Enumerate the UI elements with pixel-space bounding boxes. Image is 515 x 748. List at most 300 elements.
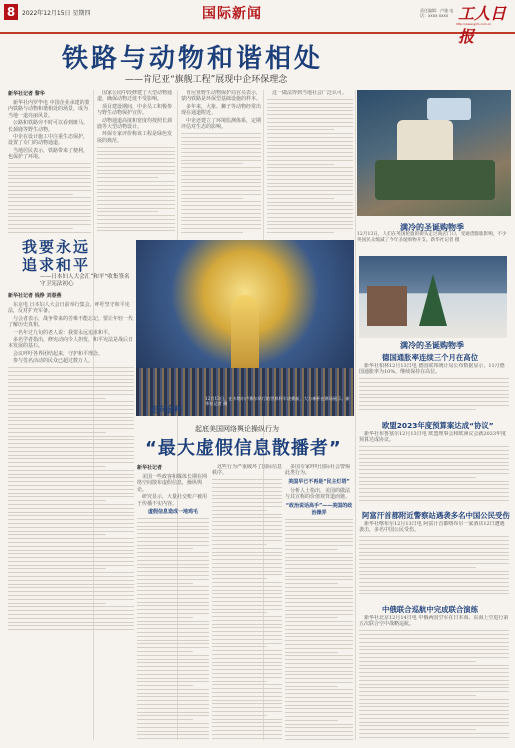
text-line bbox=[8, 371, 134, 372]
text-line bbox=[359, 703, 509, 704]
text-line bbox=[137, 628, 209, 629]
text-line bbox=[285, 659, 353, 660]
text-line bbox=[8, 439, 134, 440]
text-filler bbox=[8, 367, 134, 630]
text-line bbox=[137, 689, 209, 690]
brief-body bbox=[359, 615, 509, 740]
lead-story-column bbox=[267, 90, 353, 234]
text-line bbox=[137, 575, 209, 576]
paragraph: 多国专家呼吁国际社会警惕此类行为。 bbox=[285, 464, 351, 477]
bottom-byline: 新华社记者 bbox=[137, 465, 163, 471]
paragraph: 新华社柏林12月13日电 德国联邦统计局公布数据显示，11月德国通胀率为10%，继续保持在高位。 bbox=[359, 363, 505, 376]
text-line bbox=[212, 552, 282, 553]
text-line bbox=[267, 217, 353, 218]
text-filler bbox=[359, 630, 509, 740]
text-line bbox=[212, 646, 267, 647]
paragraph: 中企还建立了环境监测体系，定期评估对生态的影响。 bbox=[181, 117, 261, 131]
text-line bbox=[359, 567, 476, 568]
text-line bbox=[97, 154, 175, 155]
text-line bbox=[359, 469, 509, 470]
text-line bbox=[359, 718, 509, 719]
text-line bbox=[212, 502, 282, 503]
left-headline-line2: 追求和平 bbox=[22, 256, 91, 274]
text-line bbox=[8, 614, 134, 615]
text-line bbox=[359, 563, 509, 564]
text-line bbox=[97, 192, 175, 193]
brief-body bbox=[359, 431, 509, 503]
text-line bbox=[8, 606, 134, 607]
text-line bbox=[212, 715, 267, 716]
text-line bbox=[137, 526, 209, 527]
text-line bbox=[212, 514, 282, 515]
text-line bbox=[8, 194, 73, 195]
text-line bbox=[8, 417, 134, 418]
text-line bbox=[181, 190, 261, 191]
paragraph: 动物通道高度和宽度均按照长颈鹿等大型动物设计。 bbox=[97, 117, 173, 131]
text-line bbox=[97, 151, 175, 152]
text-line bbox=[137, 609, 209, 610]
lead-story-column bbox=[97, 90, 175, 234]
bottom-subhead: “政治说话高手”——美国的政治操弄 bbox=[285, 502, 353, 516]
text-line bbox=[97, 196, 175, 197]
text-line bbox=[137, 674, 209, 675]
text-line bbox=[267, 209, 353, 210]
text-line bbox=[212, 681, 267, 682]
news-photo-christmas bbox=[357, 90, 511, 216]
text-line bbox=[137, 700, 209, 701]
lead-story-column bbox=[8, 90, 91, 234]
text-line bbox=[212, 590, 282, 591]
text-line bbox=[8, 553, 134, 554]
text-line bbox=[212, 574, 282, 575]
text-line bbox=[137, 545, 209, 546]
small-photo-caption: 满冷的圣诞购物季 bbox=[400, 341, 464, 350]
text-line bbox=[285, 572, 353, 573]
text-line bbox=[359, 582, 509, 583]
text-line bbox=[359, 699, 509, 700]
text-line bbox=[137, 655, 209, 656]
text-line bbox=[267, 114, 353, 115]
text-line bbox=[285, 557, 353, 558]
text-line bbox=[97, 219, 175, 220]
text-line bbox=[359, 657, 509, 658]
text-line bbox=[285, 693, 353, 694]
text-line bbox=[137, 594, 209, 595]
text-line bbox=[359, 695, 476, 696]
text-line bbox=[267, 198, 334, 199]
text-line bbox=[181, 224, 261, 225]
text-line bbox=[181, 182, 261, 183]
paragraph: 分析人士指出，美国的做法与其宣称的价值观背道而驰。 bbox=[285, 487, 351, 501]
text-line bbox=[285, 720, 338, 721]
brief-headline: 阿富汗首都附近警察站遇袭多名中国公民受伤 bbox=[362, 511, 510, 520]
paragraph: 这些行为严重破坏了国际信息秩序。 bbox=[212, 464, 282, 477]
text-line bbox=[359, 405, 509, 406]
text-line bbox=[8, 580, 134, 581]
text-line bbox=[212, 643, 282, 644]
text-line bbox=[8, 405, 134, 406]
text-line bbox=[285, 530, 353, 531]
text-line bbox=[285, 674, 353, 675]
text-line bbox=[267, 99, 353, 100]
text-line bbox=[8, 587, 134, 588]
text-line bbox=[8, 546, 134, 547]
text-line bbox=[137, 685, 193, 686]
text-line bbox=[8, 496, 134, 497]
text-line bbox=[359, 465, 509, 466]
text-line bbox=[212, 578, 267, 579]
issue-date: 2022年12月15日 星期四 bbox=[22, 10, 91, 17]
text-line bbox=[137, 617, 193, 618]
text-line bbox=[181, 152, 261, 153]
text-line bbox=[212, 703, 282, 704]
text-line bbox=[137, 598, 209, 599]
text-line bbox=[267, 118, 353, 119]
text-line bbox=[359, 386, 509, 387]
text-line bbox=[267, 179, 353, 180]
text-line bbox=[8, 428, 134, 429]
text-line bbox=[8, 462, 134, 463]
text-line bbox=[181, 163, 243, 164]
text-line bbox=[8, 527, 134, 528]
text-line bbox=[97, 166, 175, 167]
text-line bbox=[8, 542, 134, 543]
text-line bbox=[285, 538, 353, 539]
text-line bbox=[285, 678, 353, 679]
text-line bbox=[285, 617, 338, 618]
text-line bbox=[359, 378, 509, 379]
text-line bbox=[212, 479, 282, 480]
text-line bbox=[137, 659, 209, 660]
text-line bbox=[285, 587, 353, 588]
paragraph: 新华社北京12月14日电 中俄两国空军在日本海、东海上空进行第五次联合空中战略巡航。 bbox=[359, 615, 509, 628]
text-line bbox=[267, 224, 353, 225]
text-line bbox=[212, 487, 282, 488]
text-line bbox=[285, 701, 353, 702]
lead-subheadline: ——肯尼亚“旗舰工程”展现中企环保理念 bbox=[125, 75, 288, 85]
brief-headline: 欧盟2023年度预算案达成“协议” bbox=[382, 421, 494, 430]
news-photo-small bbox=[359, 256, 507, 338]
text-line bbox=[285, 553, 353, 554]
text-line bbox=[8, 436, 134, 437]
text-line bbox=[8, 481, 134, 482]
text-line bbox=[285, 731, 353, 732]
text-line bbox=[8, 213, 91, 214]
text-line bbox=[212, 620, 282, 621]
text-line bbox=[267, 141, 353, 142]
text-line bbox=[359, 394, 509, 395]
bottom-headline: “最大虚假信息散播者” bbox=[145, 438, 342, 459]
text-line bbox=[97, 162, 175, 163]
lead-byline: 新华社记者 黎华 bbox=[8, 91, 45, 97]
text-line bbox=[267, 190, 353, 191]
text-line bbox=[212, 495, 282, 496]
text-line bbox=[137, 541, 209, 542]
text-line bbox=[212, 726, 282, 727]
text-line bbox=[212, 498, 282, 499]
paragraph: 会议呼吁各界团结起来，守护和平理念。 bbox=[13, 350, 104, 357]
text-line bbox=[212, 548, 282, 549]
text-line bbox=[8, 455, 134, 456]
text-line bbox=[8, 375, 134, 376]
paragraph: 环保专家评价称该工程是绿色发展的典范。 bbox=[97, 131, 173, 144]
text-line bbox=[181, 156, 261, 157]
left-subheadline: ——日本妇人大会汇“和平”收集签名守卫宪法初心 bbox=[40, 274, 130, 287]
paragraph: 国家公园中段修建了大型动物通道，确保动物迁徙不受影响。 bbox=[97, 90, 173, 103]
brief-headline: 中俄联合巡航中完成联合演练 bbox=[382, 605, 479, 614]
masthead-url: http://www.grrb.com.cn bbox=[456, 22, 492, 26]
text-line bbox=[267, 137, 353, 138]
text-line bbox=[8, 424, 134, 425]
text-line bbox=[137, 564, 209, 565]
text-line bbox=[8, 603, 106, 604]
text-line bbox=[285, 579, 353, 580]
photo-detail bbox=[367, 286, 407, 326]
paragraph: 这一做法得到当地社会广泛认可。 bbox=[272, 90, 348, 96]
text-line bbox=[8, 443, 134, 444]
text-line bbox=[359, 390, 509, 391]
text-line bbox=[212, 491, 282, 492]
text-line bbox=[212, 711, 282, 712]
text-line bbox=[8, 447, 134, 448]
text-line bbox=[212, 722, 282, 723]
text-line bbox=[267, 160, 353, 161]
text-line bbox=[137, 647, 209, 648]
text-line bbox=[285, 712, 353, 713]
bottom-story-column bbox=[137, 464, 209, 740]
text-line bbox=[212, 639, 282, 640]
text-filler bbox=[97, 147, 175, 234]
lead-story-column bbox=[181, 90, 261, 234]
text-line bbox=[267, 228, 353, 229]
text-line bbox=[181, 194, 261, 195]
text-line bbox=[285, 576, 353, 577]
text-line bbox=[8, 493, 134, 494]
text-line bbox=[212, 597, 282, 598]
text-line bbox=[181, 148, 261, 149]
text-line bbox=[285, 568, 353, 569]
text-line bbox=[359, 590, 509, 591]
text-line bbox=[285, 564, 353, 565]
text-line bbox=[97, 189, 175, 190]
text-line bbox=[212, 650, 282, 651]
text-line bbox=[97, 215, 175, 216]
text-line bbox=[359, 484, 509, 485]
text-line bbox=[8, 197, 91, 198]
paragraph: 新华社布鲁塞尔12月13日电 欧盟理事会和欧洲议会就2023年度预算达成协议。 bbox=[359, 431, 507, 444]
paragraph: 当地居民表示，铁路带来了便利，也保护了环境。 bbox=[8, 147, 89, 161]
text-line bbox=[137, 632, 209, 633]
text-line bbox=[8, 599, 134, 600]
text-line bbox=[212, 559, 282, 560]
paragraph: 公路和铁路旁不时可以看到斑马、长颈鹿等野生动物。 bbox=[8, 120, 89, 133]
text-line bbox=[181, 217, 261, 218]
text-filler bbox=[181, 133, 261, 234]
text-line bbox=[359, 725, 509, 726]
text-line bbox=[137, 651, 193, 652]
text-line bbox=[359, 680, 509, 681]
text-line bbox=[137, 678, 209, 679]
text-line bbox=[285, 735, 353, 736]
text-line bbox=[359, 684, 509, 685]
text-line bbox=[181, 198, 243, 199]
text-line bbox=[267, 175, 353, 176]
text-line bbox=[359, 733, 509, 734]
text-line bbox=[359, 729, 476, 730]
text-line bbox=[212, 567, 282, 568]
text-line bbox=[285, 534, 353, 535]
text-line bbox=[137, 579, 209, 580]
brief-body bbox=[359, 521, 509, 597]
text-line bbox=[212, 734, 282, 735]
bottom-subheadline: 起底美国网络舆论操纵行为 bbox=[195, 425, 279, 433]
text-line bbox=[359, 653, 509, 654]
brief-headline: 德国通胀率连续三个月在高位 bbox=[382, 353, 479, 362]
text-line bbox=[212, 677, 282, 678]
text-line bbox=[212, 529, 282, 530]
text-line bbox=[267, 122, 353, 123]
left-story-body bbox=[8, 292, 134, 740]
paragraph: 新华社内罗毕电 中国企业承建的蒙内铁路与动物和谐相处的场景，成为当地一道亮丽风景。 bbox=[8, 100, 90, 119]
text-line bbox=[212, 707, 282, 708]
text-line bbox=[97, 158, 175, 159]
text-line bbox=[137, 624, 209, 625]
text-line bbox=[137, 537, 209, 538]
text-line bbox=[359, 544, 509, 545]
text-line bbox=[8, 470, 134, 471]
text-line bbox=[359, 462, 509, 463]
text-line bbox=[285, 560, 353, 561]
text-line bbox=[97, 227, 175, 228]
text-line bbox=[181, 137, 261, 138]
text-line bbox=[8, 561, 134, 562]
text-line bbox=[137, 567, 209, 568]
text-line bbox=[8, 205, 91, 206]
text-line bbox=[97, 200, 175, 201]
text-line bbox=[8, 534, 106, 535]
text-line bbox=[137, 681, 209, 682]
left-byline: 新华社记者 钱铮 刘春燕 bbox=[8, 293, 62, 299]
text-line bbox=[137, 693, 209, 694]
text-line bbox=[137, 613, 209, 614]
text-line bbox=[285, 705, 353, 706]
text-line bbox=[97, 230, 175, 231]
text-line bbox=[285, 591, 353, 592]
text-line bbox=[359, 668, 509, 669]
text-line bbox=[267, 126, 353, 127]
text-line bbox=[267, 129, 334, 130]
text-line bbox=[137, 522, 209, 523]
text-line bbox=[137, 731, 209, 732]
text-line bbox=[8, 401, 134, 402]
text-line bbox=[359, 574, 509, 575]
text-line bbox=[359, 552, 509, 553]
paragraph: 东京电 日本妇人大会日前举行集会，呼吁坚守和平宪法，反对扩充军备。 bbox=[8, 302, 130, 315]
text-line bbox=[359, 714, 509, 715]
text-line bbox=[8, 220, 91, 221]
text-line bbox=[137, 715, 209, 716]
text-line bbox=[267, 202, 353, 203]
text-line bbox=[8, 565, 134, 566]
text-line bbox=[359, 500, 509, 501]
text-line bbox=[359, 458, 509, 459]
text-line bbox=[181, 232, 243, 233]
bottom-subhead: 虚假信息造成一地鸡毛 bbox=[147, 509, 198, 516]
text-line bbox=[359, 481, 509, 482]
text-line bbox=[181, 179, 261, 180]
text-line bbox=[212, 700, 282, 701]
paragraph: 新华社喀布尔12月13日电 阿富汗首都喀布尔一家酒店12日遭遇袭击，多名中国公民受伤。 bbox=[359, 521, 505, 534]
text-line bbox=[137, 552, 209, 553]
text-line bbox=[8, 512, 134, 513]
text-line bbox=[212, 506, 282, 507]
text-line bbox=[359, 638, 509, 639]
text-filler bbox=[359, 378, 509, 413]
text-line bbox=[285, 727, 353, 728]
text-line bbox=[359, 586, 509, 587]
page-number: 8 bbox=[4, 4, 18, 20]
text-line bbox=[8, 557, 134, 558]
text-line bbox=[8, 523, 134, 524]
text-line bbox=[285, 519, 353, 520]
text-line bbox=[267, 156, 353, 157]
text-line bbox=[267, 110, 353, 111]
text-line bbox=[267, 164, 334, 165]
text-line bbox=[359, 450, 509, 451]
text-line bbox=[285, 636, 353, 637]
photo-detail bbox=[427, 98, 471, 120]
text-line bbox=[8, 171, 91, 172]
text-line bbox=[212, 533, 282, 534]
text-line bbox=[8, 625, 134, 626]
editor-note: 责任编辑：卢骏 电话：xxxx xxxx bbox=[420, 8, 454, 18]
text-line bbox=[285, 621, 353, 622]
text-line bbox=[137, 636, 209, 637]
text-line bbox=[285, 545, 353, 546]
text-line bbox=[359, 672, 509, 673]
worldcup-caption-title: 走向金杯 bbox=[150, 405, 182, 414]
text-line bbox=[285, 598, 353, 599]
paragraph: 研究显示，大量社交账户被用于传播不实内容。 bbox=[137, 494, 208, 507]
text-line bbox=[359, 492, 509, 493]
text-line bbox=[267, 107, 353, 108]
text-line bbox=[285, 724, 353, 725]
text-line bbox=[359, 722, 509, 723]
text-line bbox=[137, 560, 209, 561]
text-line bbox=[8, 175, 91, 176]
text-line bbox=[137, 529, 209, 530]
text-line bbox=[285, 640, 353, 641]
text-line bbox=[212, 616, 282, 617]
text-line bbox=[359, 593, 509, 594]
text-line bbox=[137, 723, 209, 724]
text-line bbox=[97, 223, 175, 224]
text-line bbox=[359, 706, 509, 707]
text-line bbox=[137, 738, 209, 739]
text-line bbox=[267, 103, 353, 104]
text-line bbox=[212, 696, 282, 697]
text-line bbox=[267, 232, 334, 233]
text-line bbox=[137, 533, 209, 534]
text-line bbox=[359, 676, 509, 677]
text-line bbox=[359, 536, 509, 537]
text-line bbox=[137, 704, 209, 705]
text-line bbox=[8, 390, 134, 391]
text-line bbox=[212, 654, 282, 655]
page-header bbox=[0, 0, 515, 46]
text-line bbox=[97, 170, 175, 171]
text-line bbox=[267, 167, 353, 168]
